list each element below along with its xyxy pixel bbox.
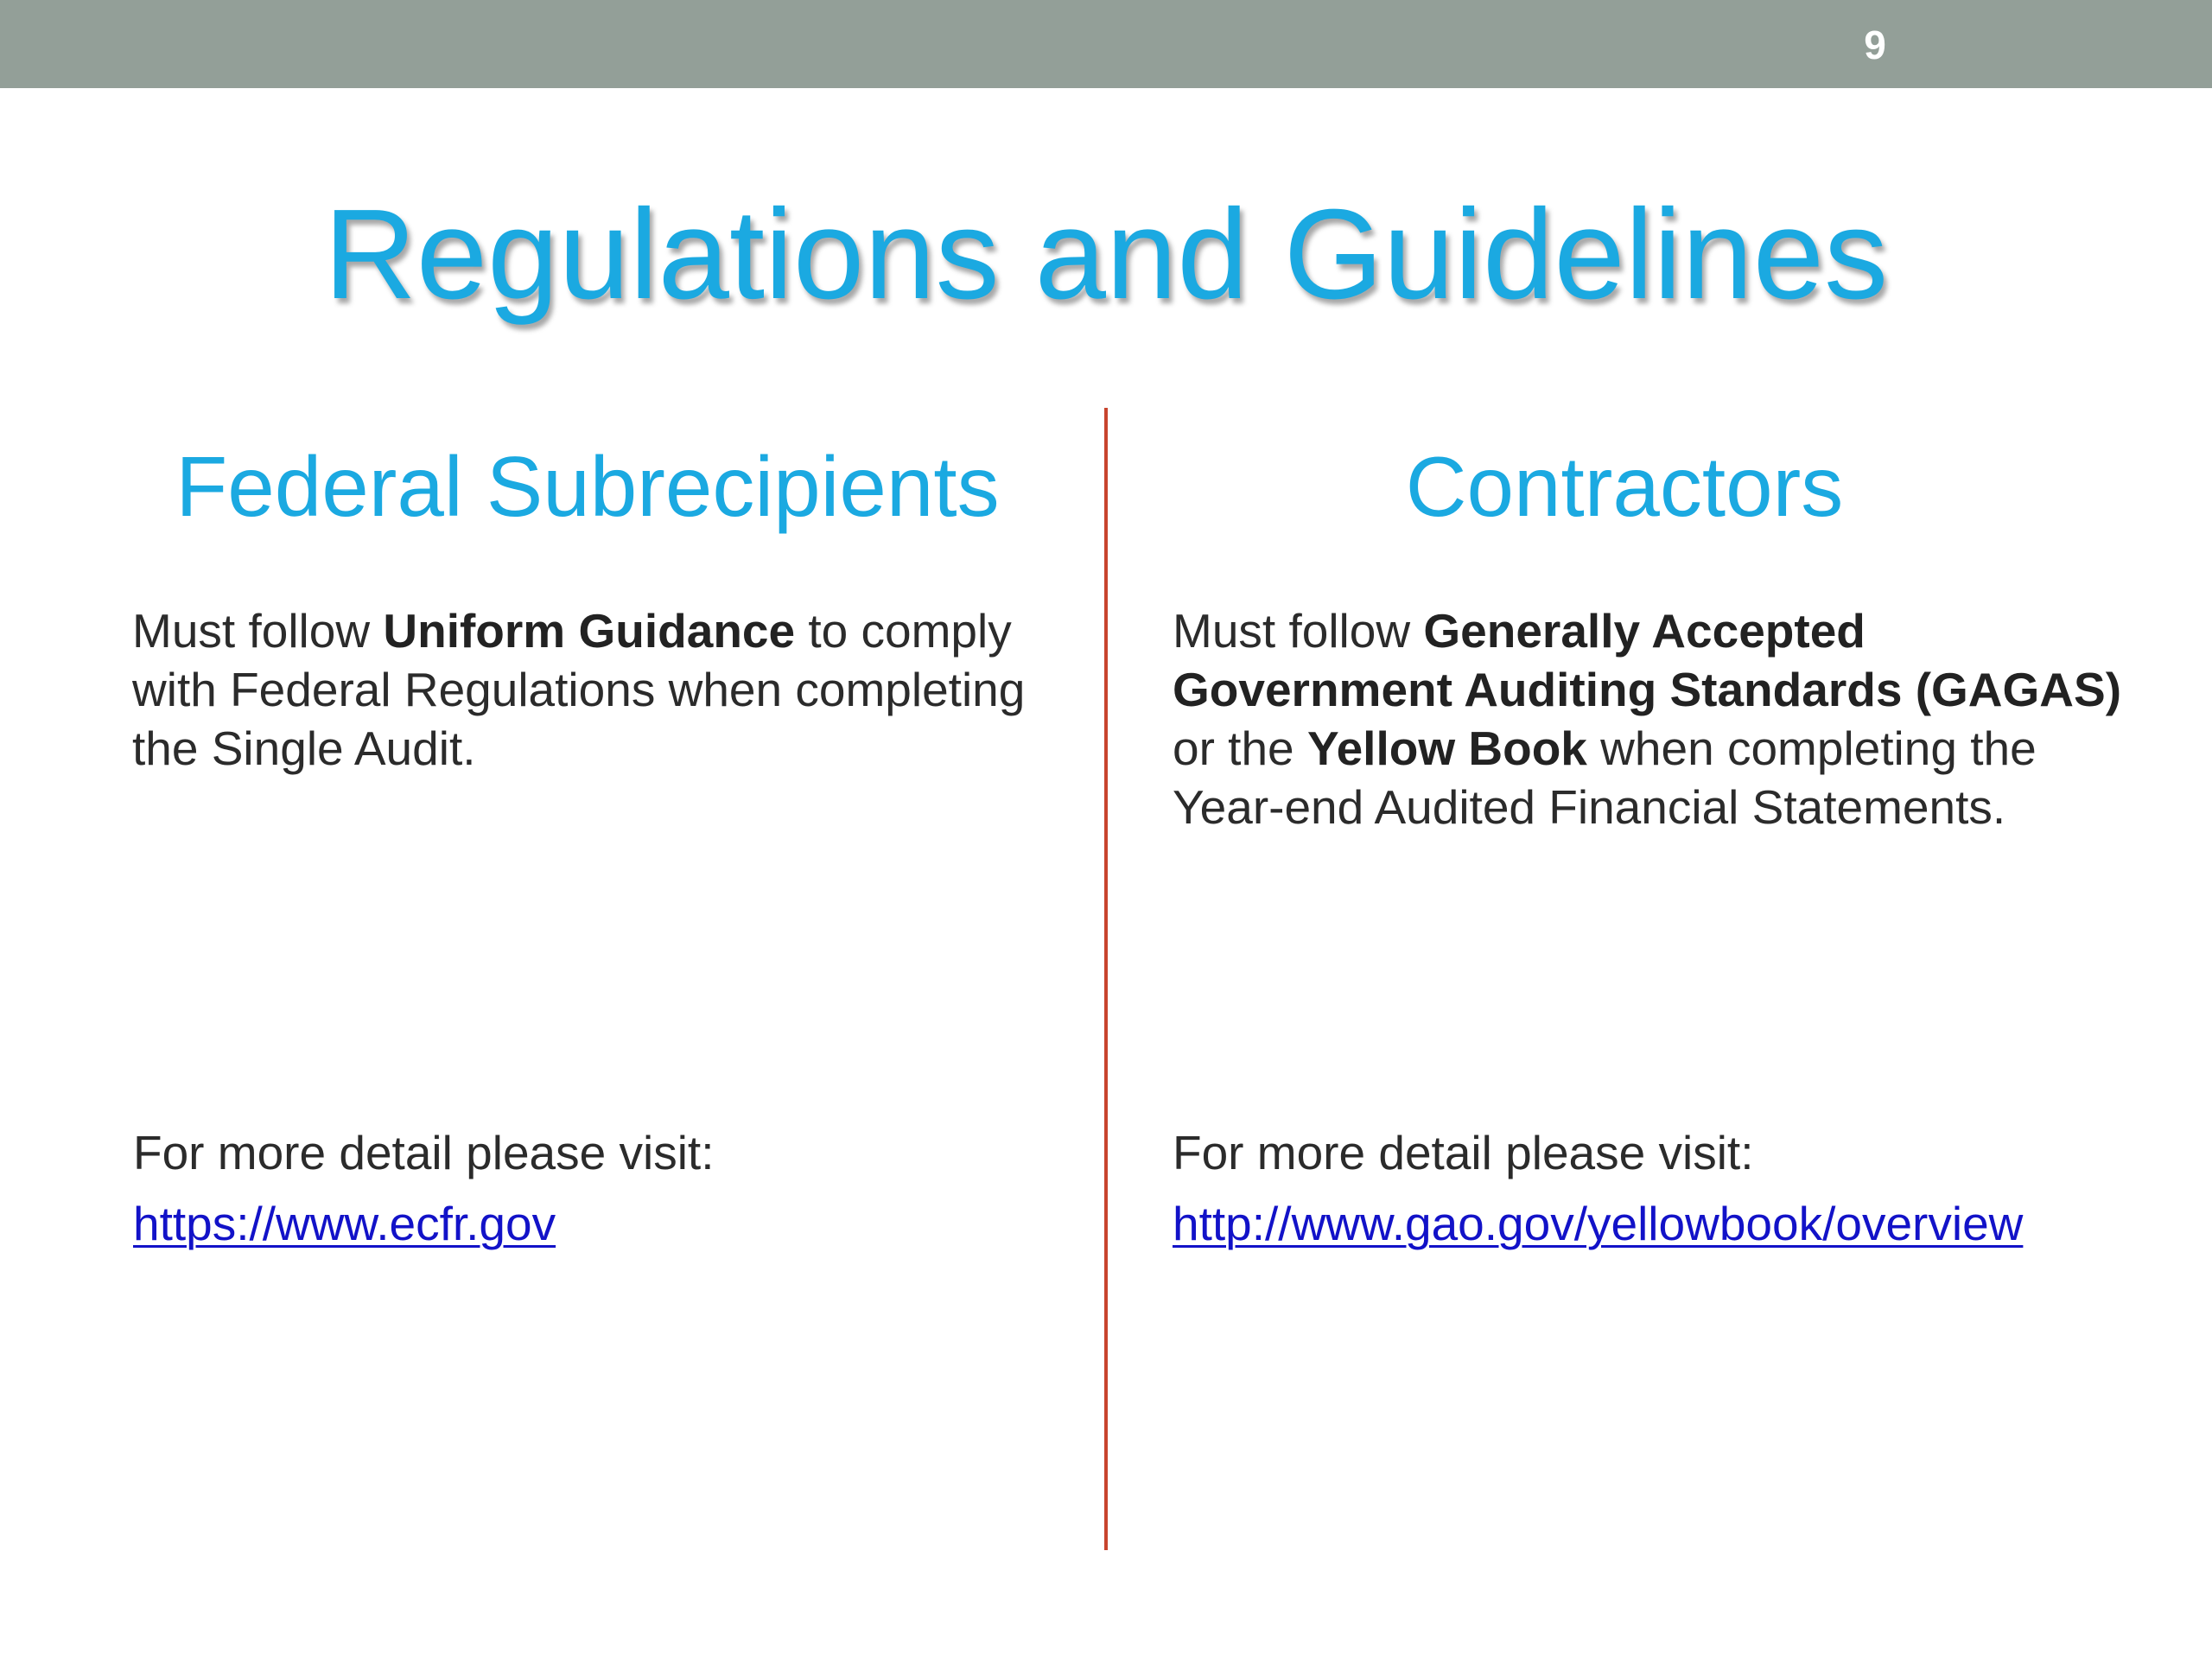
uniform-guidance-term: Uniform Guidance bbox=[383, 604, 796, 658]
gao-yellowbook-link[interactable]: http://www.gao.gov/yellowbook/overview bbox=[1173, 1197, 2024, 1250]
contractors-heading: Contractors bbox=[1405, 439, 1844, 534]
column-divider bbox=[1104, 408, 1108, 1550]
federal-subrecipients-heading: Federal Subrecipients bbox=[175, 439, 1000, 534]
header-bar bbox=[0, 0, 2212, 88]
gagas-term: Generally Accepted Government Auditing Standards (GAGAS) bbox=[1173, 604, 2122, 716]
body-text: or the bbox=[1173, 721, 1307, 775]
right-visit-label: For more detail please visit: bbox=[1173, 1126, 1754, 1179]
page-number: 9 bbox=[1864, 22, 1886, 67]
body-text: Must follow bbox=[1173, 604, 1424, 658]
body-text: to comply with Federal Regulations when completing the Single Audit. bbox=[132, 604, 1026, 775]
yellow-book-term: Yellow Book bbox=[1306, 721, 1587, 775]
slide-title: Regulations and Guidelines bbox=[323, 183, 1889, 326]
body-text: Must follow bbox=[132, 604, 384, 658]
body-text: when completing the Year-end Audited Financial Statements. bbox=[1173, 721, 2037, 834]
federal-subrecipients-body bbox=[132, 601, 1065, 778]
contractors-body bbox=[1173, 601, 2140, 836]
left-visit-label: For more detail please visit: bbox=[133, 1126, 715, 1179]
ecfr-link[interactable]: https://www.ecfr.gov bbox=[133, 1197, 556, 1250]
